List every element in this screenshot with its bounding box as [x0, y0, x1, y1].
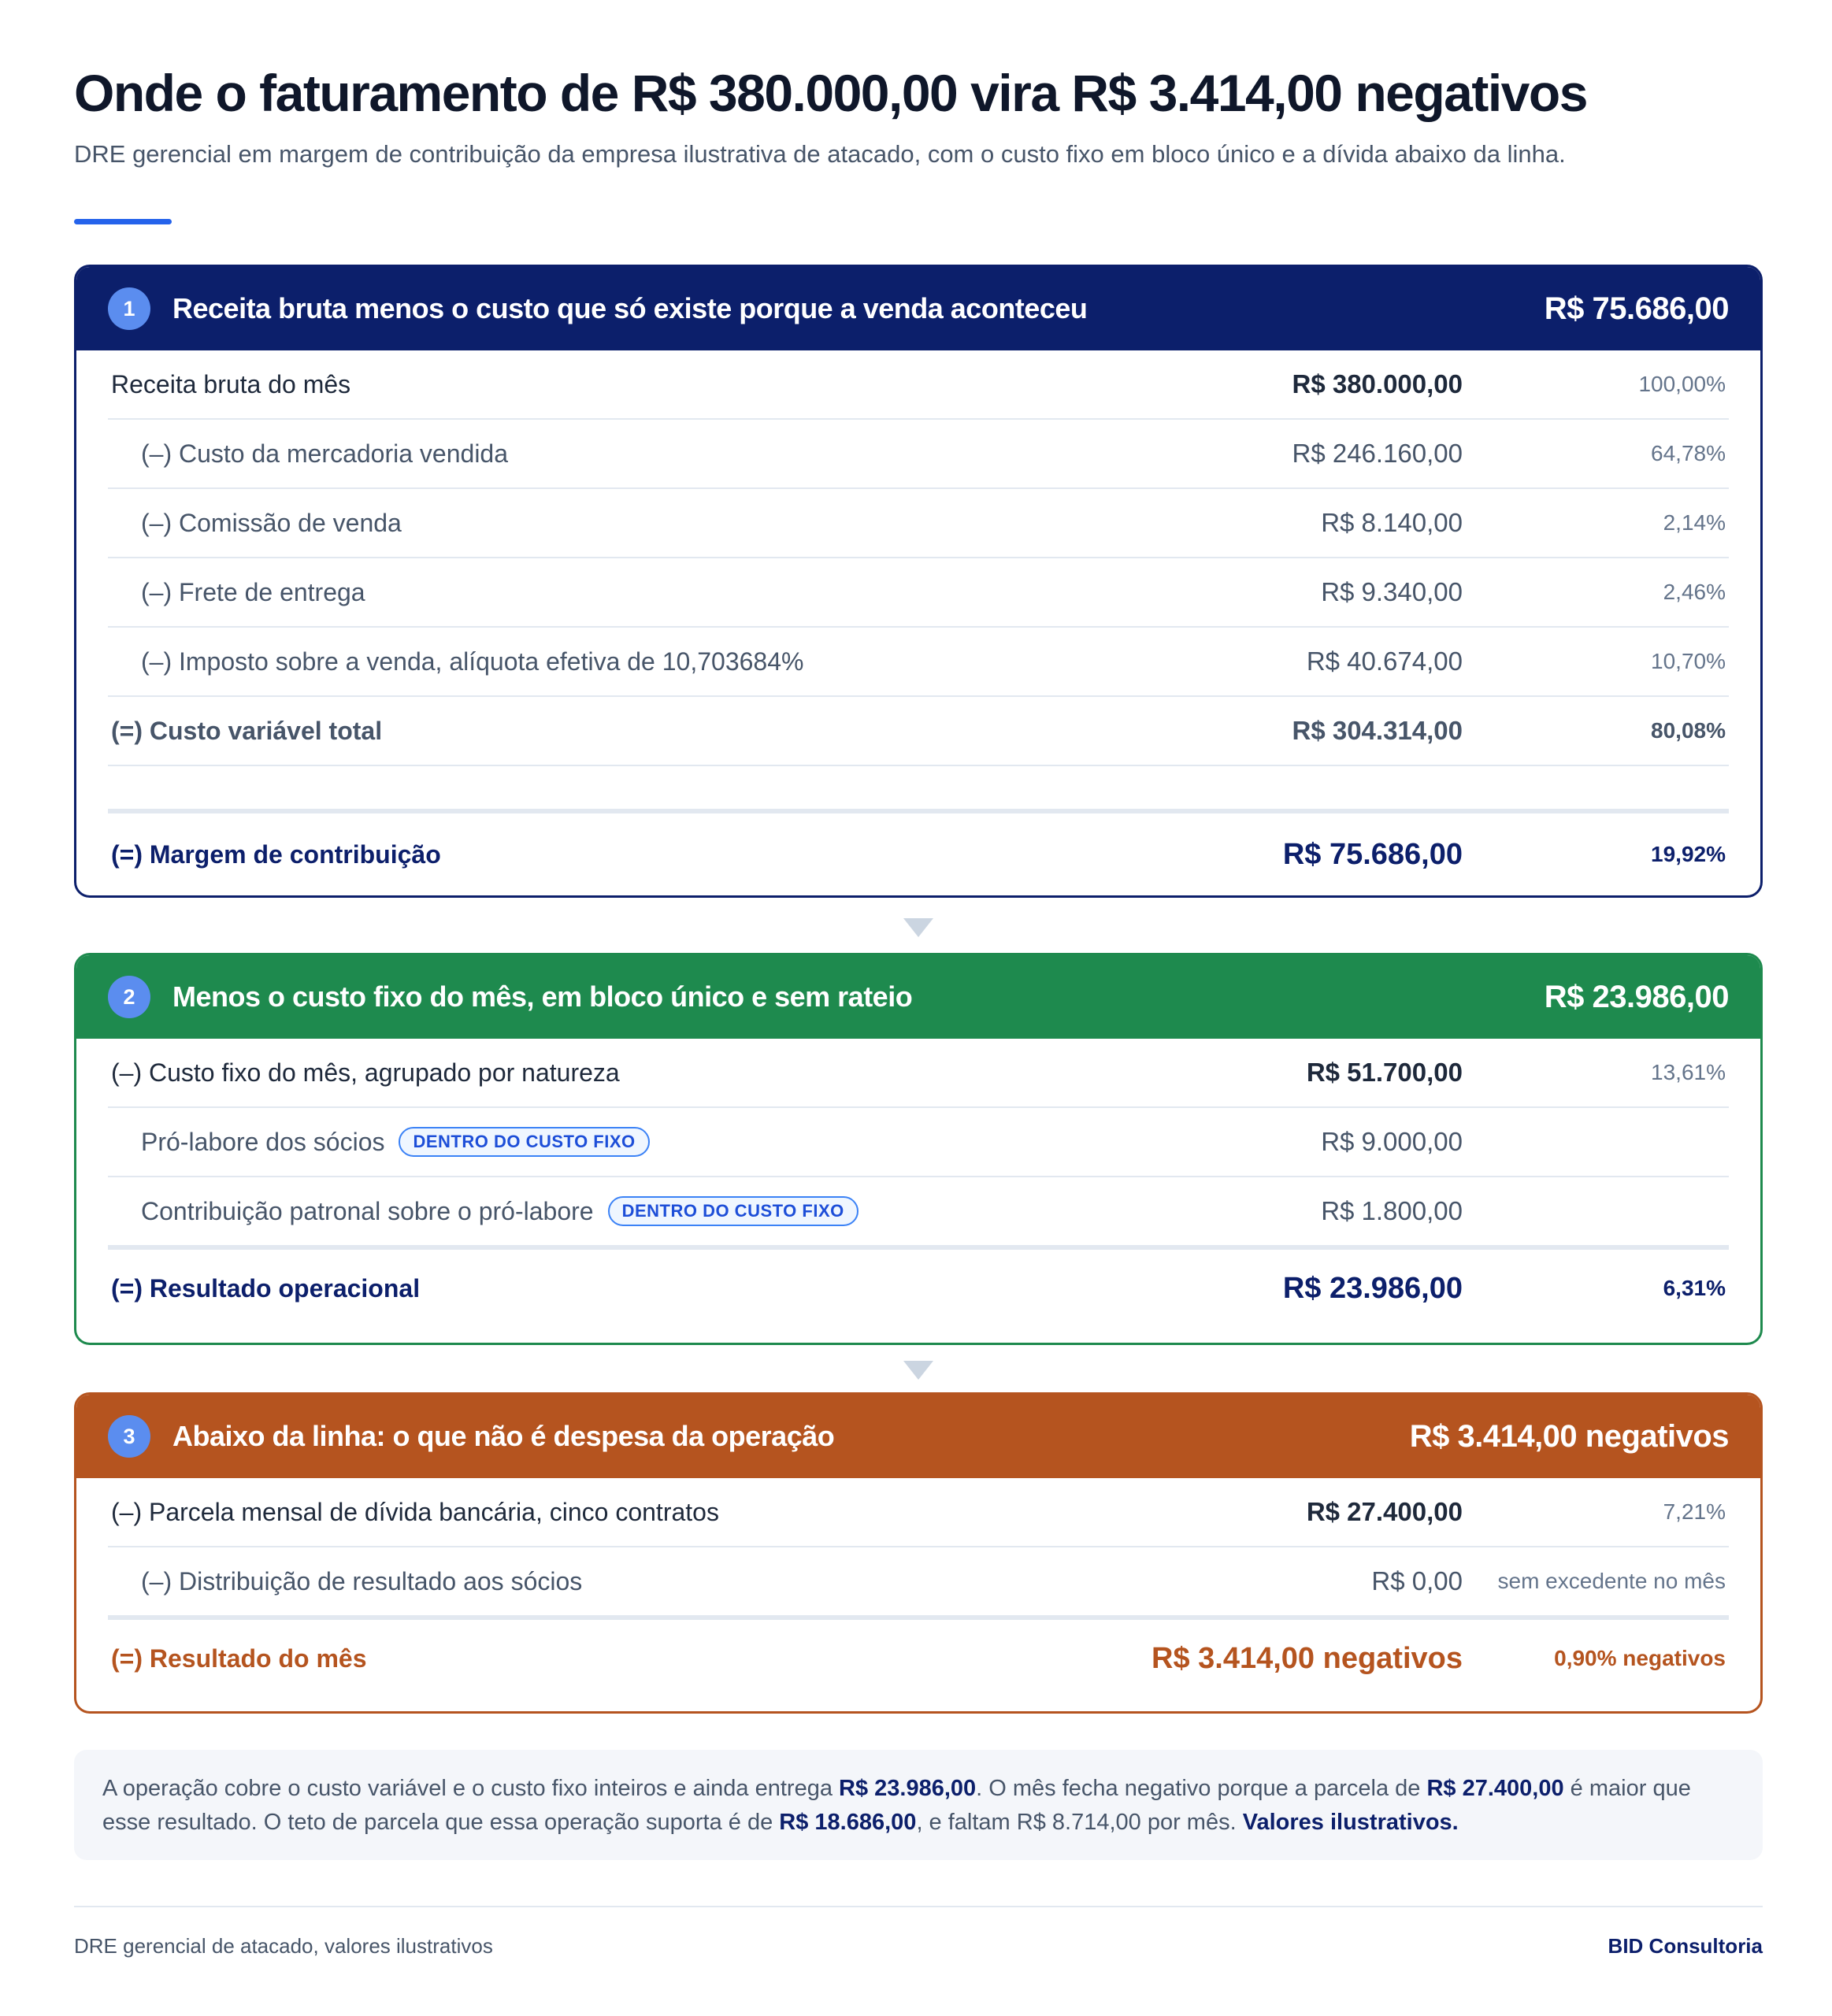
footer-divider: [74, 1906, 1763, 1907]
row-label: (–) Comissão de venda: [141, 508, 402, 537]
result-percent: 6,31%: [1663, 1276, 1726, 1300]
result-label: (=) Resultado do mês: [111, 1644, 367, 1673]
note-highlight: R$ 18.686,00: [779, 1810, 917, 1835]
result-value: R$ 23.986,00: [1282, 1271, 1463, 1305]
row-label: (–) Imposto sobre a venda, alíquota efetiva de 10,703684%: [141, 647, 804, 676]
flow-arrow-icon: [903, 1361, 933, 1380]
row-value: R$ 304.314,00: [1292, 716, 1463, 745]
table-row: [108, 558, 1729, 628]
row-label: Receita bruta do mês: [111, 369, 351, 398]
row-value: R$ 0,00: [1371, 1566, 1463, 1595]
table-row: [108, 628, 1729, 697]
table-row: [108, 489, 1729, 558]
section-2-number-badge: 2: [108, 976, 150, 1018]
row-percent: 10,70%: [1651, 649, 1726, 673]
section-1-rows: [76, 350, 1760, 895]
note-highlight: Valores ilustrativos.: [1242, 1810, 1459, 1835]
spacer-row: [108, 766, 1729, 810]
row-value: R$ 9.340,00: [1321, 577, 1463, 606]
footer-caption: DRE gerencial de atacado, valores ilustrativos: [74, 1934, 493, 1958]
section-1-header: [76, 267, 1760, 350]
subtotal-row: [108, 697, 1729, 766]
result-label: (=) Resultado operacional: [111, 1273, 421, 1303]
note-text: , e faltam R$ 8.714,00 por mês.: [916, 1810, 1243, 1835]
note-highlight: R$ 27.400,00: [1426, 1776, 1564, 1801]
row-value: R$ 40.674,00: [1306, 647, 1463, 676]
row-label: (–) Parcela mensal de dívida bancária, cinco contratos: [111, 1497, 719, 1526]
table-row: [108, 1177, 1729, 1247]
row-label: (–) Custo fixo do mês, agrupado por natureza: [111, 1058, 620, 1087]
result-row: [108, 1617, 1729, 1697]
row-label: (–) Custo da mercadoria vendida: [141, 439, 509, 468]
note-text: é maior que esse resultado. O teto de parcela que essa operação suporta é de: [102, 1776, 1691, 1835]
table-row: [108, 420, 1729, 489]
section-2-title: Menos o custo fixo do mês, em bloco único e sem rateio: [172, 980, 913, 1013]
table-row: [108, 1039, 1729, 1108]
row-label: [108, 1196, 859, 1226]
row-percent: 80,08%: [1651, 718, 1726, 743]
table-row: [108, 350, 1729, 420]
row-value: R$ 51.700,00: [1306, 1058, 1463, 1087]
table-row: [108, 1547, 1729, 1617]
page-subtitle: DRE gerencial em margem de contribuição da empresa ilustrativa de atacado, com o custo fixo em bloco único e a dívida abaixo da linha.: [74, 140, 1566, 168]
section-1-card: [74, 265, 1763, 898]
section-3-card: [74, 1392, 1763, 1714]
row-value: R$ 1.800,00: [1321, 1196, 1463, 1225]
row-percent: 7,21%: [1663, 1499, 1726, 1524]
section-2-header: [76, 955, 1760, 1039]
section-2-rows: [76, 1039, 1760, 1327]
section-3-total: R$ 3.414,00 negativos: [1409, 1418, 1729, 1454]
section-1-title: Receita bruta menos o custo que só existe porque a venda aconteceu: [172, 292, 1088, 324]
accent-divider: [74, 219, 172, 224]
section-3-rows: [76, 1478, 1760, 1697]
row-percent: 64,78%: [1651, 441, 1726, 465]
section-1-number-badge: 1: [108, 287, 150, 330]
row-label: (–) Frete de entrega: [141, 577, 365, 606]
section-3-title: Abaixo da linha: o que não é despesa da operação: [172, 1420, 835, 1452]
row-value: R$ 27.400,00: [1306, 1497, 1463, 1526]
row-label: (–) Distribuição de resultado aos sócios: [141, 1566, 583, 1595]
row-label-text: Contribuição patronal sobre o pró-labore: [141, 1196, 594, 1225]
result-value: R$ 75.686,00: [1282, 837, 1463, 871]
row-percent: 2,14%: [1663, 510, 1726, 535]
row-percent: sem excedente no mês: [1497, 1569, 1726, 1593]
flow-arrow-icon: [903, 918, 933, 937]
section-3-number-badge: 3: [108, 1415, 150, 1458]
note-highlight: R$ 23.986,00: [839, 1776, 977, 1801]
summary-note: [74, 1750, 1763, 1860]
row-percent: 100,00%: [1638, 372, 1726, 396]
footer-brand: BID Consultoria: [1608, 1934, 1763, 1958]
section-3-header: [76, 1395, 1760, 1478]
row-label: (=) Custo variável total: [111, 716, 383, 745]
result-value: R$ 3.414,00 negativos: [1151, 1641, 1463, 1675]
result-percent: 19,92%: [1651, 842, 1726, 866]
result-row: [108, 810, 1729, 895]
page-title: Onde o faturamento de R$ 380.000,00 vira R$ 3.414,00 negativos: [74, 64, 1587, 122]
result-row: [108, 1247, 1729, 1327]
section-2-card: [74, 953, 1763, 1345]
result-percent: 0,90% negativos: [1554, 1646, 1726, 1670]
table-row: [108, 1478, 1729, 1547]
note-text: . O mês fecha negativo porque a parcela de: [976, 1776, 1427, 1801]
section-2-total: R$ 23.986,00: [1544, 979, 1729, 1014]
status-badge: DENTRO DO CUSTO FIXO: [399, 1127, 649, 1157]
row-value: R$ 246.160,00: [1292, 439, 1463, 468]
section-1-total: R$ 75.686,00: [1544, 291, 1729, 326]
row-percent: 2,46%: [1663, 580, 1726, 604]
row-value: R$ 8.140,00: [1321, 508, 1463, 537]
row-value: R$ 380.000,00: [1292, 369, 1463, 398]
row-value: R$ 9.000,00: [1321, 1127, 1463, 1156]
result-label: (=) Margem de contribuição: [111, 839, 441, 869]
status-badge: DENTRO DO CUSTO FIXO: [608, 1196, 859, 1226]
row-percent: 13,61%: [1651, 1060, 1726, 1084]
row-label: [108, 1127, 650, 1157]
table-row: [108, 1108, 1729, 1177]
note-text: A operação cobre o custo variável e o custo fixo inteiros e ainda entrega: [102, 1776, 840, 1801]
row-label-text: Pró-labore dos sócios: [141, 1127, 385, 1156]
